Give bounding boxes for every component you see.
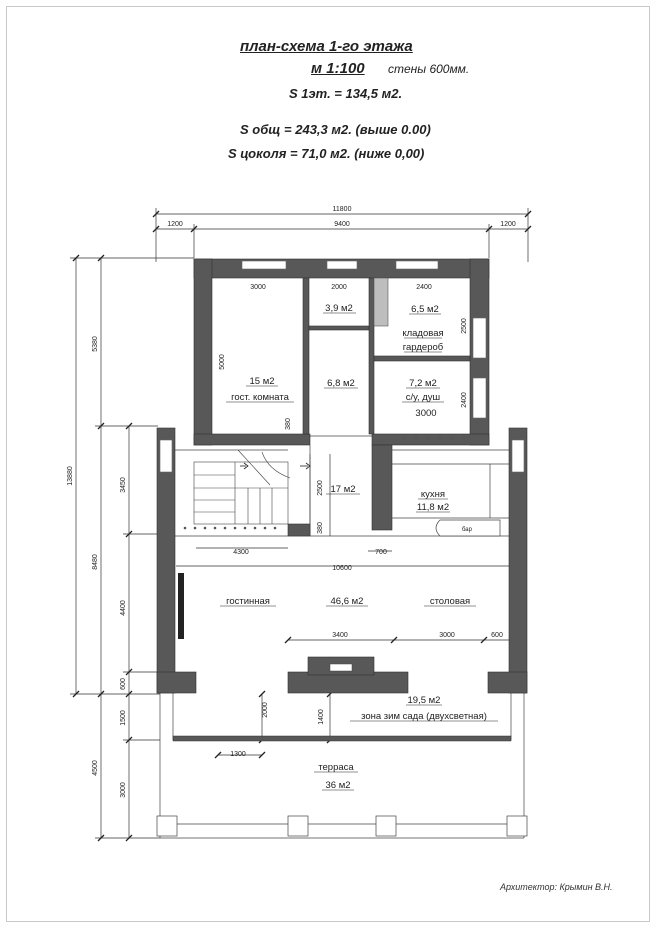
kitchen-area: 11,8 м2 (416, 502, 450, 513)
basement-area: S цоколя = 71,0 м2. (ниже 0,00) (228, 146, 425, 161)
dim-4400: 4400 (120, 600, 127, 616)
walls (157, 259, 527, 693)
dim-600-b: 600 (491, 632, 503, 639)
dim-2500-stair: 2500 (317, 480, 324, 496)
winter-garden-name: зона зим сада (двухсветная) (361, 711, 487, 722)
dim-11800: 11800 (332, 206, 352, 213)
dim-600: 600 (120, 678, 127, 690)
guest-room-area: 15 м2 (249, 376, 275, 387)
hall-area: 6,8 м2 (327, 378, 355, 389)
dim-1200-right: 1200 (500, 221, 516, 228)
bath-width: 3000 (415, 408, 437, 419)
pantry-area: 6,5 м2 (411, 304, 439, 315)
kitchen-name: кухня (420, 489, 446, 500)
bath-name: с/у, душ (405, 392, 441, 403)
dim-8480: 8480 (92, 554, 99, 570)
staircase (194, 450, 290, 524)
author-credit: Архитектор: Крымин В.Н. (500, 882, 613, 892)
tv-wall (178, 573, 184, 639)
dim-2000-terrace: 2000 (262, 702, 269, 718)
dim-5380: 5380 (92, 336, 99, 352)
floor-area: S 1эт. = 134,5 м2. (289, 86, 403, 101)
dining-room-name: столовая (429, 596, 471, 607)
dim-9400: 9400 (334, 221, 350, 228)
bar-label: бар (462, 527, 472, 533)
dim-3000: 3000 (120, 782, 127, 798)
dim-380-a: 380 (285, 418, 292, 430)
dim-1300: 1300 (230, 751, 246, 758)
dim-3000-b: 3000 (439, 632, 455, 639)
total-area: S общ = 243,3 м2. (выше 0.00) (240, 122, 431, 137)
scale-label: м 1:100 (311, 60, 365, 77)
stair-hall-area: 17 м2 (330, 484, 356, 495)
fireplace (308, 657, 374, 675)
dim-3400: 3400 (332, 632, 348, 639)
small-room-area: 3,9 м2 (325, 303, 353, 314)
dim-700: 700 (375, 549, 387, 556)
guest-room-name: гост. комната (231, 392, 289, 403)
living-room-area: 46,6 м2 (330, 596, 364, 607)
terrace-area: 36 м2 (325, 780, 351, 791)
dim-1500: 1500 (120, 710, 127, 726)
dim-3450: 3450 (120, 477, 127, 493)
bath-area: 7,2 м2 (409, 378, 437, 389)
terrace-posts (157, 816, 527, 836)
dim-guest-width: 3000 (250, 284, 266, 291)
terrace-name: терраса (318, 762, 354, 773)
dim-pantry-width: 2400 (416, 284, 432, 291)
dim-380-b: 380 (317, 522, 324, 534)
pantry-name-1: кладовая (402, 328, 444, 339)
dim-bath-height: 2400 (461, 392, 468, 408)
dim-small-width: 2000 (331, 284, 347, 291)
dim-guest-height: 5000 (219, 354, 226, 370)
dim-1400: 1400 (318, 709, 325, 725)
dim-4300: 4300 (233, 549, 249, 556)
stair-dots (184, 437, 466, 530)
glazing-line (173, 736, 511, 741)
walls-note: стены 600мм. (388, 62, 470, 76)
winter-garden-area: 19,5 м2 (407, 695, 441, 706)
dim-1200-left: 1200 (167, 221, 183, 228)
dim-4500: 4500 (92, 760, 99, 776)
living-room-name: гостинная (226, 596, 270, 607)
dim-10600: 10600 (332, 565, 352, 572)
pantry-name-2: гардероб (402, 342, 444, 353)
dim-pantry-height: 2500 (461, 318, 468, 334)
dim-13880: 13880 (67, 466, 74, 486)
plan-title: план-схема 1-го этажа (240, 38, 413, 55)
partition (374, 278, 388, 326)
